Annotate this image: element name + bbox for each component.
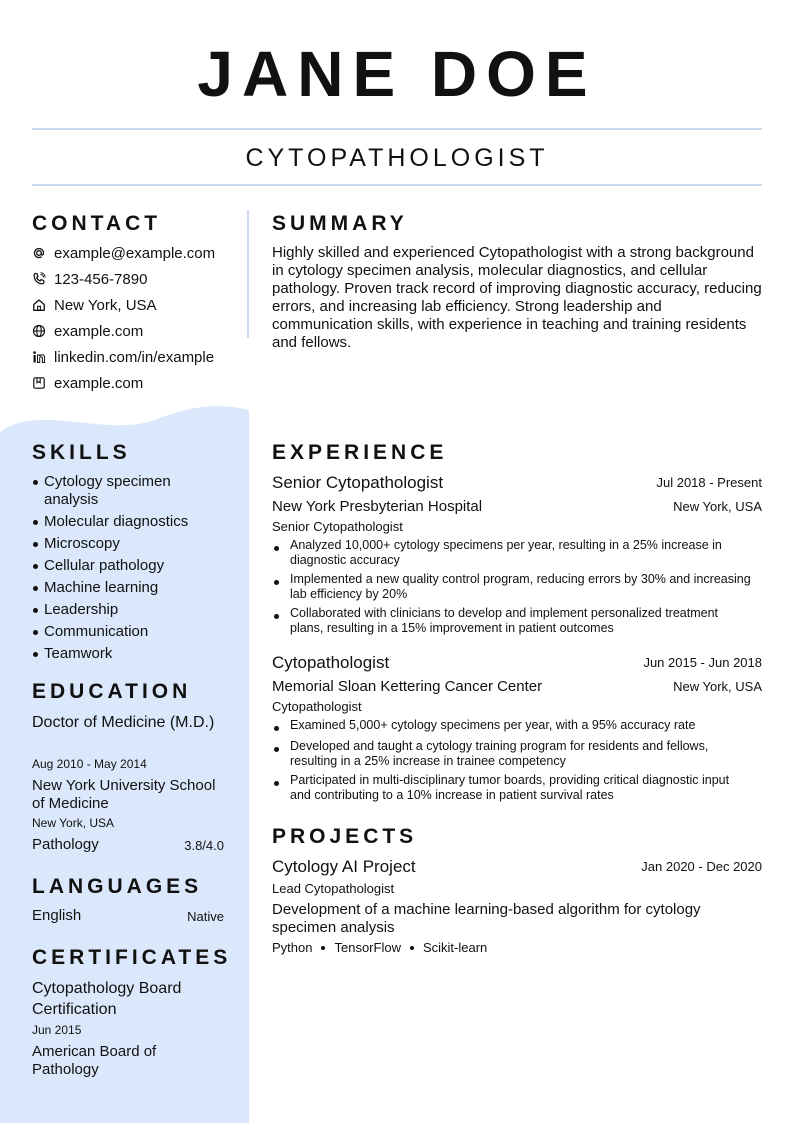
language-level: Native — [187, 909, 224, 924]
job-location-2: New York, USA — [673, 679, 762, 694]
header-divider-bottom — [32, 184, 762, 186]
bullet-dot — [33, 480, 38, 485]
project-tag: TensorFlow — [334, 940, 401, 955]
column-divider — [247, 210, 249, 338]
summary-heading: SUMMARY — [272, 212, 408, 235]
education-heading: EDUCATION — [32, 680, 192, 703]
project-description: Development of a machine learning-based algorithm for cytology specimen analysis — [272, 901, 701, 936]
contact-location-text: New York, USA — [54, 296, 157, 314]
contact-portfolio-text: example.com — [54, 374, 144, 392]
skills-heading: SKILLS — [32, 441, 131, 464]
job-org-1: New York Presbyterian Hospital — [272, 498, 483, 515]
job-bullet: Analyzed 10,000+ cytology specimens per year, resulting in a 25% increase in diagnostic accuracy — [272, 538, 752, 568]
skill-item: Machine learning — [32, 579, 232, 597]
bullet-dot — [33, 608, 38, 613]
job-bullet: Implemented a new quality control program, reducing errors by 30% and increasing lab efficiency by 20% — [272, 572, 752, 602]
education-degree: Doctor of Medicine (M.D.) — [32, 714, 215, 731]
home-icon — [32, 298, 46, 312]
job-bullet: Participated in multi-disciplinary tumor boards, providing critical diagnostic input and contributing to a 10% increase in patient survival rates — [272, 773, 752, 803]
certificate-name: Cytopathology Board Certification — [32, 980, 182, 1018]
project-dates: Jan 2020 - Dec 2020 — [641, 859, 762, 874]
education-dates: Aug 2010 - May 2014 — [32, 757, 147, 771]
skill-item: Teamwork — [32, 645, 232, 663]
education-school: New York University School of Medicine — [32, 777, 216, 812]
skill-item: Microscopy — [32, 535, 232, 553]
bullet-dot — [274, 747, 279, 752]
skill-item: Molecular diagnostics — [32, 513, 232, 531]
job-role-2: Cytopathologist — [272, 699, 362, 714]
contact-email[interactable] — [32, 243, 215, 263]
bullet-dot — [33, 520, 38, 525]
job-dates-2: Jun 2015 - Jun 2018 — [643, 655, 762, 670]
language-name: English — [32, 907, 82, 924]
education-location: New York, USA — [32, 816, 115, 830]
education-gpa: 3.8/4.0 — [184, 838, 224, 853]
skill-item: Leadership — [32, 601, 232, 619]
bullet-dot — [274, 726, 279, 731]
contact-phone[interactable] — [32, 269, 147, 289]
project-tag: Scikit-learn — [422, 940, 488, 955]
bullet-dot — [274, 580, 279, 585]
bullet-dot — [33, 564, 38, 569]
contact-heading: CONTACT — [32, 212, 162, 235]
bookmark-icon — [32, 376, 46, 390]
header-divider-top — [32, 128, 762, 130]
project-tags — [272, 939, 487, 956]
education-field: Pathology — [32, 836, 99, 853]
bullet-dot — [33, 630, 38, 635]
candidate-name: JANE DOE — [197, 38, 597, 110]
contact-linkedin-text: linkedin.com/in/example — [54, 348, 215, 366]
job-org-2: Memorial Sloan Kettering Cancer Center — [272, 678, 543, 695]
job-role-1: Senior Cytopathologist — [272, 519, 403, 534]
bullet-dot — [274, 781, 279, 786]
job-title-2: Cytopathologist — [272, 653, 390, 672]
phone-icon — [32, 272, 46, 286]
contact-website[interactable] — [32, 321, 143, 341]
project-role: Lead Cytopathologist — [272, 881, 395, 896]
contact-linkedin[interactable] — [32, 347, 214, 367]
summary-text: Highly skilled and experienced Cytopathologist with a strong background in cytology specimen analysis, molecular diagnostics, and cellular pathology. Proven track record of improving diagnostic accuracy, reducing errors, and increasing lab efficiency. Strong leadership and communication skills, with experience in teaching and training residents and fellows. — [272, 244, 762, 351]
skill-item: Cellular pathology — [32, 557, 232, 575]
job-title: CYTOPATHOLOGIST — [245, 144, 549, 172]
languages-heading: LANGUAGES — [32, 875, 203, 898]
job-location-1: New York, USA — [673, 499, 762, 514]
projects-heading: PROJECTS — [272, 825, 418, 848]
experience-heading: EXPERIENCE — [272, 441, 448, 464]
tag-separator — [410, 946, 414, 950]
job-bullet: Developed and taught a cytology training program for residents and fellows, resulting in a 25% increase in trainee competency — [272, 739, 752, 769]
contact-email-text: example@example.com — [54, 244, 216, 262]
project-tag: Python — [272, 940, 313, 955]
contact-website-text: example.com — [54, 322, 144, 340]
linkedin-icon — [32, 350, 46, 364]
globe-icon — [32, 324, 46, 338]
bullet-dot — [33, 652, 38, 657]
skill-item: Cytology specimen analysis — [32, 473, 222, 509]
contact-location — [32, 295, 157, 315]
bullet-dot — [33, 586, 38, 591]
bullet-dot — [33, 542, 38, 547]
skill-item: Communication — [32, 623, 232, 641]
contact-portfolio[interactable] — [32, 373, 143, 393]
certificates-heading: CERTIFICATES — [32, 946, 232, 969]
contact-phone-text: 123-456-7890 — [54, 270, 148, 288]
tag-separator — [321, 946, 325, 950]
certificate-issuer: American Board of Pathology — [32, 1043, 157, 1078]
certificate-date: Jun 2015 — [32, 1023, 82, 1037]
job-dates-1: Jul 2018 - Present — [656, 475, 762, 490]
bullet-dot — [274, 614, 279, 619]
job-bullet: Collaborated with clinicians to develop and implement personalized treatment plans, resulting in a 15% improvement in patient outcomes — [272, 606, 752, 636]
job-title-1: Senior Cytopathologist — [272, 473, 444, 492]
project-title: Cytology AI Project — [272, 857, 416, 876]
bullet-dot — [274, 546, 279, 551]
at-icon — [32, 246, 46, 260]
job-bullet: Examined 5,000+ cytology specimens per year, with a 95% accuracy rate — [272, 718, 752, 733]
